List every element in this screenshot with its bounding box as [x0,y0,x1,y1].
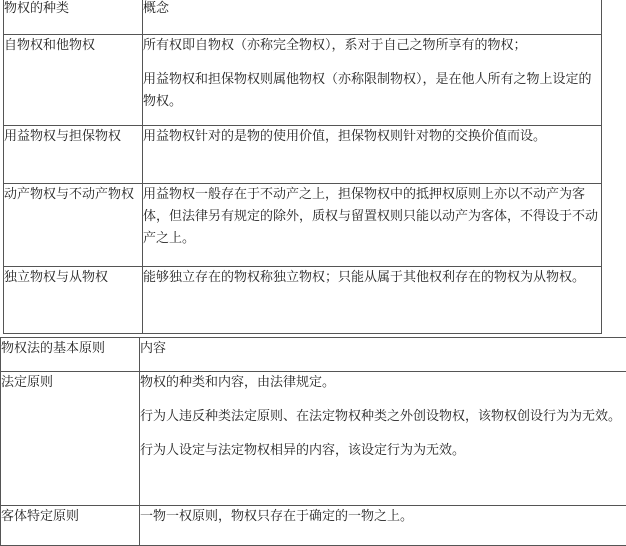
content-paragraph: 行为人违反种类法定原则、在法定物权种类之外创设物权，该物权创设行为为无效。 [140,406,622,428]
row-term: 动产物权与不动产物权 [4,184,143,267]
table-row [4,35,602,126]
content-paragraph: 物权的种类和内容，由法律规定。 [140,372,622,394]
row-term: 独立物权与从物权 [4,267,143,334]
table-row [4,267,602,334]
concept-paragraph: 用益物权一般存在于不动产之上，担保物权中的抵押权原则上亦以不动产为客体，但法律另有规定的除外，质权与留置权则只能以动产为客体，不得设于不动产之上。 [143,184,601,250]
header-cell-content: 内容 [140,338,626,372]
row-concept [143,126,602,184]
row-content [140,372,626,506]
header-cell-type: 物权的种类 [4,0,143,35]
table-row [1,372,626,506]
row-term: 自物权和他物权 [4,35,143,126]
table-row [1,506,626,546]
header-cell-concept: 概念 [143,0,602,35]
header-cell-principle: 物权法的基本原则 [1,338,140,372]
property-rights-types-table [3,0,602,334]
content-paragraph: 一物一权原则，物权只存在于确定的一物之上。 [140,506,626,528]
table-row [4,184,602,267]
row-content [140,506,626,546]
row-term: 客体特定原则 [1,506,140,546]
concept-paragraph: 用益物权针对的是物的使用价值，担保物权则针对物的交换价值而设。 [143,126,601,148]
table-row [4,126,602,184]
content-paragraph: 行为人设定与法定物权相异的内容，该设定行为为无效。 [140,440,622,462]
row-concept [143,184,602,267]
row-term: 用益物权与担保物权 [4,126,143,184]
row-concept [143,267,602,334]
basic-principles-table [0,337,626,546]
row-concept [143,35,602,126]
table-header-row [1,338,626,372]
row-term: 法定原则 [1,372,140,506]
concept-paragraph: 用益物权和担保物权则属他物权（亦称限制物权），是在他人所有之物上设定的物权。 [143,69,601,113]
table-header-row [4,0,602,35]
concept-paragraph: 能够独立存在的物权称独立物权；只能从属于其他权利存在的物权为从物权。 [143,267,601,289]
concept-paragraph: 所有权即自物权（亦称完全物权），系对于自己之物所享有的物权； [143,35,601,57]
